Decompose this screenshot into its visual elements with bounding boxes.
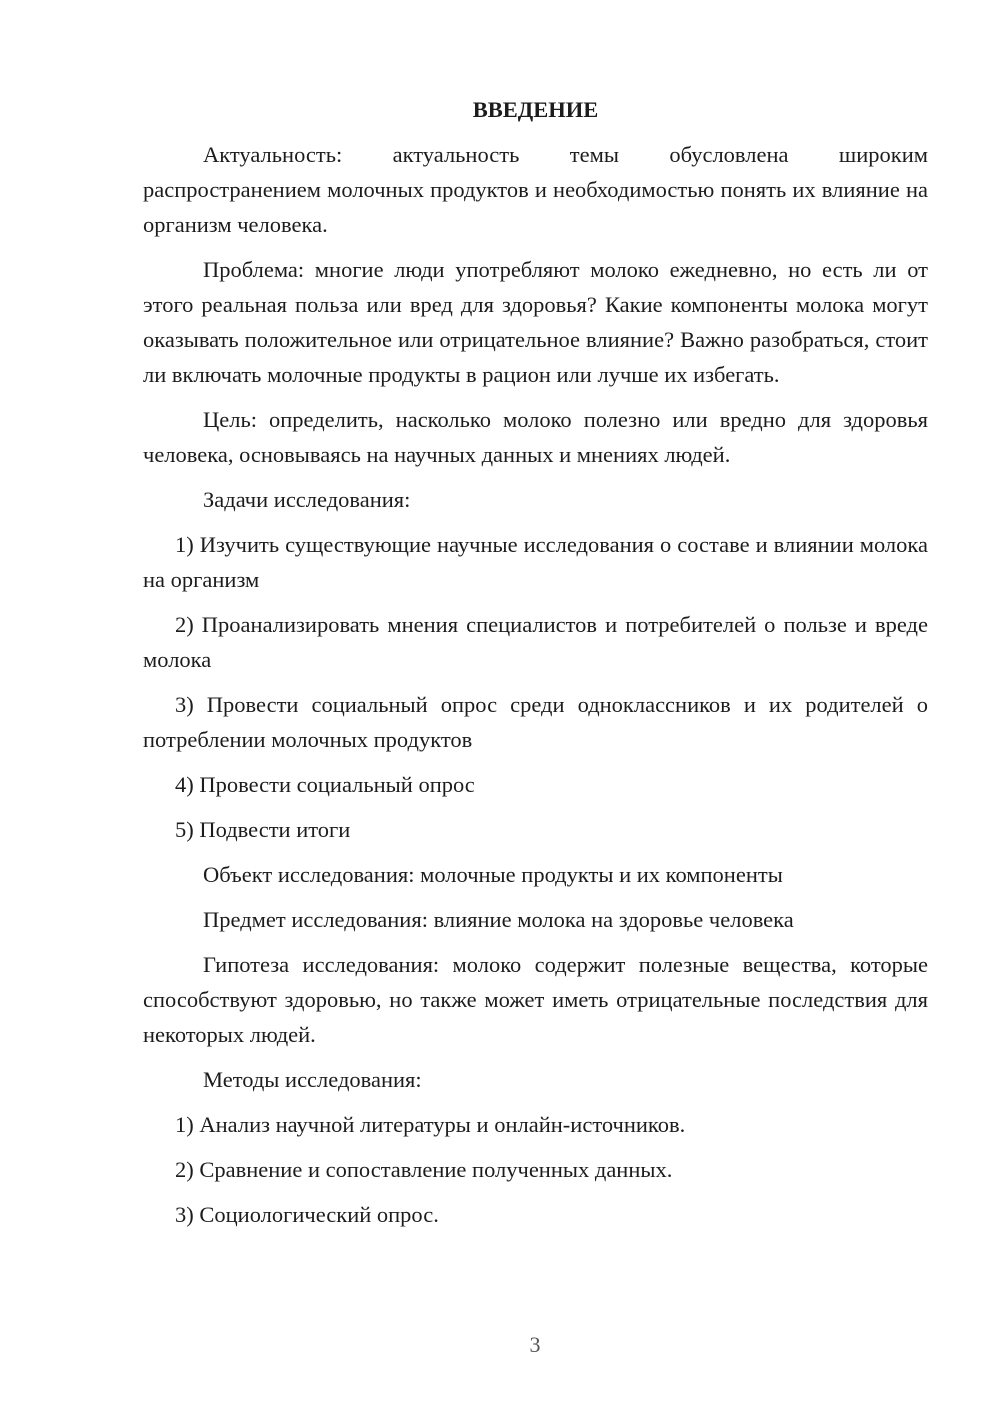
goal-paragraph: Цель: определить, насколько молоко полезно или вредно для здоровья человека, основываясь на научных данных и мнениях людей. xyxy=(143,407,928,467)
section-title: ВВЕДЕНИЕ xyxy=(472,97,599,122)
task-item-3: 3) Провести социальный опрос среди одноклассников и их родителей о потреблении молочных продуктов xyxy=(143,692,928,752)
task-item-4: 4) Провести социальный опрос xyxy=(175,772,475,797)
method-item-3: 3) Социологический опрос. xyxy=(175,1202,439,1227)
methods-heading: Методы исследования: xyxy=(203,1067,422,1092)
problem-paragraph: Проблема: многие люди употребляют молоко ежедневно, но есть ли от этого реальная польза или вред для здоровья? Какие компоненты молока могут оказывать положительное или отрицательное влияние? Важно разобраться, стоит ли включать молочные продукты в рацион или лучше их избегать. xyxy=(143,257,928,387)
page-number: 3 xyxy=(529,1332,541,1357)
task-item-5: 5) Подвести итоги xyxy=(175,817,351,842)
task-item-1: 1) Изучить существующие научные исследования о составе и влиянии молока на организм xyxy=(143,532,928,592)
page-content xyxy=(143,92,928,1242)
tasks-heading: Задачи исследования: xyxy=(203,487,411,512)
method-item-1: 1) Анализ научной литературы и онлайн-источников. xyxy=(175,1112,686,1137)
relevance-paragraph: Актуальность: актуальность темы обусловлена широким распространением молочных продуктов и необходимостью понять их влияние на организм человека. xyxy=(143,142,928,237)
method-item-2: 2) Сравнение и сопоставление полученных данных. xyxy=(175,1157,673,1182)
subject-paragraph: Предмет исследования: влияние молока на здоровье человека xyxy=(203,907,794,932)
task-item-2: 2) Проанализировать мнения специалистов и потребителей о пользе и вреде молока xyxy=(143,612,928,672)
object-paragraph: Объект исследования: молочные продукты и их компоненты xyxy=(203,862,783,887)
hypothesis-paragraph: Гипотеза исследования: молоко содержит полезные вещества, которые способствуют здоровью, но также может иметь отрицательные последствия для некоторых людей. xyxy=(143,952,928,1047)
